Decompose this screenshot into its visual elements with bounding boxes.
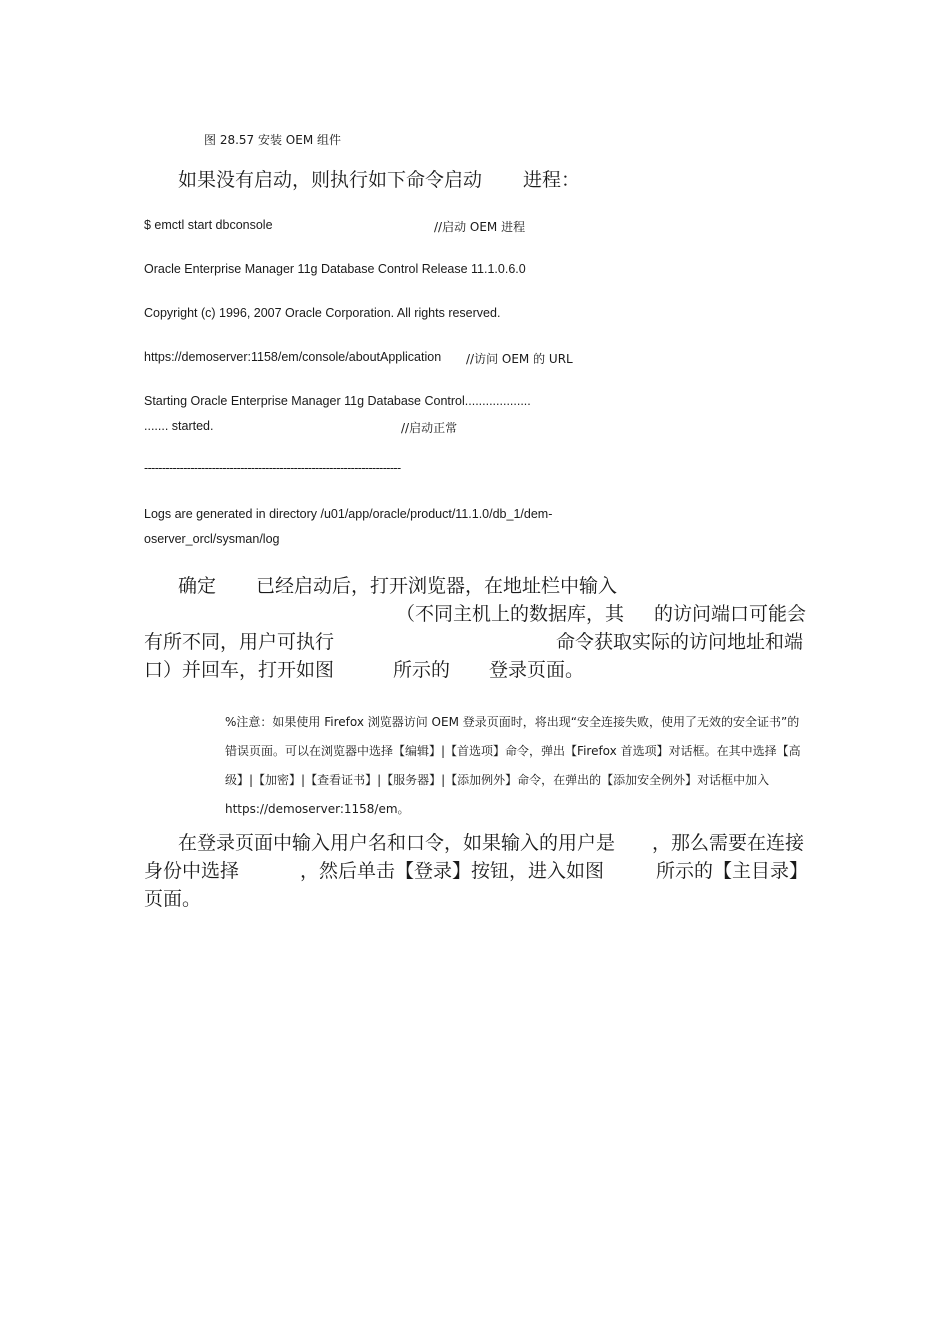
para1-line1-a: 确定 <box>178 575 217 597</box>
para1-line1-b: 已经启动后，打开浏览器，在地址栏中输入 <box>256 575 618 597</box>
console-started-line: ....... started. <box>144 419 214 433</box>
para2-line2-b: ，然后单击【登录】按钮，进入如图 <box>300 860 605 882</box>
para1-line2-a: （不同主机上的数据库，其 <box>396 603 625 625</box>
para2-line2-a: 身份中选择 <box>144 860 240 882</box>
console-logs-line-1: Logs are generated in directory /u01/app/oracle/product/11.1.0/db_1/dem- <box>144 507 553 521</box>
console-command-comment: //启动 OEM 进程 <box>434 220 526 234</box>
console-starting-line: Starting Oracle Enterprise Manager 11g Database Control................... <box>144 394 531 408</box>
console-logs-line-2: oserver_orcl/sysman/log <box>144 532 280 546</box>
console-url-comment: //访问 OEM 的 URL <box>466 352 573 366</box>
console-release-line: Oracle Enterprise Manager 11g Database Control Release 11.1.0.6.0 <box>144 262 526 276</box>
console-url: https://demoserver:1158/em/console/aboutApplication <box>144 350 442 364</box>
console-command: $ emctl start dbconsole <box>144 218 273 232</box>
console-separator: ------------------------------------------------------------------------ <box>144 461 401 475</box>
para1-line3-b: 命令获取实际的访问地址和端 <box>556 631 804 653</box>
para2-line1-a: 在登录页面中输入用户名和口令，如果输入的用户是 <box>178 832 616 854</box>
para1-line3-a: 有所不同，用户可执行 <box>144 631 335 653</box>
console-started-comment: //启动正常 <box>401 421 458 435</box>
figure-caption: 图 28.57 安装 OEM 组件 <box>204 133 341 147</box>
intro-text-b: 进程： <box>523 169 581 191</box>
para2-line3: 页面。 <box>144 888 202 910</box>
note-firefox-certificate: %注意：如果使用 Firefox 浏览器访问 OEM 登录页面时，将出现“安全连接失败，使用了无效的安全证书”的错误页面。可以在浏览器中选择【编辑】|【首选项】命令，弹出【Firefox 首选项】对话框。在其中选择【高级】|【加密】|【查看证书】|【服务器】|【添加例外】命令，在弹出的【添加安全例外】对话框中加入 https://demoserver:1158/em。 <box>225 715 801 816</box>
para1-line4-a: 口）并回车，打开如图 <box>144 659 335 681</box>
para2-line2-c: 所示的【主目录】 <box>656 860 809 882</box>
para1-line4-c: 登录页面。 <box>489 659 585 681</box>
para2-line1-b: ，那么需要在连接 <box>652 832 805 854</box>
para1-line4-b: 所示的 <box>393 659 451 681</box>
console-copyright-line: Copyright (c) 1996, 2007 Oracle Corporation. All rights reserved. <box>144 306 501 320</box>
para1-line2-b: 的访问端口可能会 <box>654 603 807 625</box>
intro-text-a: 如果没有启动，则执行如下命令启动 <box>178 169 483 191</box>
